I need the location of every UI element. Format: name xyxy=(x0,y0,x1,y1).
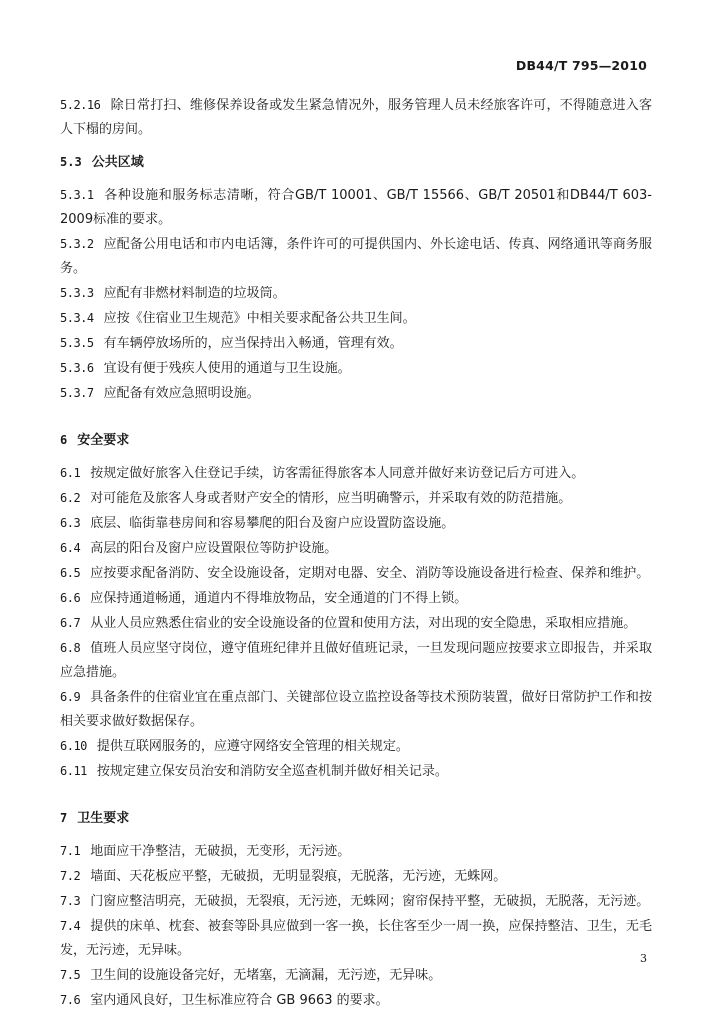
clause-number: 5.3.2 xyxy=(60,237,94,251)
clause-text: 门窗应整洁明亮，无破损，无裂痕，无污迹，无蛛网；窗帘保持平整，无破损，无脱落，无污迹。 xyxy=(90,894,650,909)
clause-item xyxy=(60,636,652,685)
clause-number: 7.4 xyxy=(60,919,81,933)
clause-number: 5.2.16 xyxy=(60,98,101,112)
section-number: 5.3 xyxy=(60,155,82,169)
clause-number: 6.10 xyxy=(60,739,87,753)
clause-text: 卫生间的设施设备完好，无堵塞，无滴漏，无污迹，无异味。 xyxy=(90,968,442,983)
clause-item xyxy=(60,281,652,306)
clause-item xyxy=(60,914,652,963)
clause-list-7 xyxy=(60,839,652,1013)
clause-text: 具备条件的住宿业宜在重点部门、关键部位设立监控设备等技术预防装置，做好日常防护工作和按相关要求做好数据保存。 xyxy=(60,690,652,729)
document-code: DB44/T 795—2010 xyxy=(515,58,647,73)
clause-text: 提供的床单、枕套、被套等卧具应做到一客一换，长住客至少一周一换，应保持整洁、卫生，无毛发，无污迹，无异味。 xyxy=(60,919,652,958)
clause-number: 6.7 xyxy=(60,616,81,630)
clause-item xyxy=(60,685,652,734)
clause-item xyxy=(60,561,652,586)
clause-item xyxy=(60,232,652,281)
clause-text: 宜设有便于残疾人使用的通道与卫生设施。 xyxy=(103,361,351,376)
clause-item xyxy=(60,381,652,406)
clause-text: 按规定做好旅客入住登记手续，访客需征得旅客本人同意并做好来访登记后方可进入。 xyxy=(90,466,585,481)
section-title: 卫生要求 xyxy=(77,811,130,826)
clause-number: 5.3.6 xyxy=(60,361,94,375)
clause-text: 各种设施和服务标志清晰，符合GB/T 10001、GB/T 15566、GB/T 20501和DB44/T 603-2009标准的要求。 xyxy=(60,188,652,227)
clause-text: 应按《住宿业卫生规范》中相关要求配备公共卫生间。 xyxy=(103,311,416,326)
clause-text: 对可能危及旅客人身或者财产安全的情形，应当明确警示，并采取有效的防范措施。 xyxy=(90,491,572,506)
clause-list-5-3 xyxy=(60,183,652,406)
clause-item xyxy=(60,864,652,889)
clause-text: 应保持通道畅通，通道内不得堆放物品，安全通道的门不得上锁。 xyxy=(90,591,468,606)
clause-item xyxy=(60,356,652,381)
clause-item xyxy=(60,331,652,356)
clause-item xyxy=(60,586,652,611)
clause-item xyxy=(60,486,652,511)
clause-number: 6.6 xyxy=(60,591,81,605)
clause-text: 应配备公用电话和市内电话簿，条件许可的可提供国内、外长途电话、传真、网络通讯等商务服务。 xyxy=(60,237,652,276)
clause-number: 7.3 xyxy=(60,894,81,908)
clause-number: 6.2 xyxy=(60,491,81,505)
clause-item xyxy=(60,839,652,864)
clause-item xyxy=(60,734,652,759)
clause-text: 应配有非燃材料制造的垃圾筒。 xyxy=(103,286,286,301)
clause-item xyxy=(60,889,652,914)
clause-number: 7.5 xyxy=(60,968,81,982)
clause-text: 应配备有效应急照明设施。 xyxy=(103,386,260,401)
clause-number: 5.3.3 xyxy=(60,286,94,300)
clause-number: 5.3.7 xyxy=(60,386,94,400)
clause-number: 6.3 xyxy=(60,516,81,530)
clause-number: 6.8 xyxy=(60,641,81,655)
clause-item xyxy=(60,759,652,784)
clause-text: 有车辆停放场所的，应当保持出入畅通，管理有效。 xyxy=(103,336,403,351)
clause-number: 6.9 xyxy=(60,690,81,704)
section-number: 6 xyxy=(60,433,68,447)
clause-list-6 xyxy=(60,461,652,784)
clause-text: 底层、临街靠巷房间和容易攀爬的阳台及窗户应设置防盗设施。 xyxy=(90,516,455,531)
clause-text: 按规定建立保安员治安和消防安全巡查机制并做好相关记录。 xyxy=(96,764,448,779)
document-body xyxy=(60,93,652,1013)
clause-item xyxy=(60,988,652,1013)
clause-number: 6.5 xyxy=(60,566,81,580)
clause-text: 提供互联网服务的，应遵守网络安全管理的相关规定。 xyxy=(96,739,409,754)
section-title: 公共区域 xyxy=(91,155,144,170)
section-heading-5-3 xyxy=(60,150,652,175)
clause-text: 地面应干净整洁，无破损，无变形，无污迹。 xyxy=(90,844,351,859)
clause-number: 7.6 xyxy=(60,993,81,1007)
clause-text: 墙面、天花板应平整，无破损，无明显裂痕，无脱落，无污迹，无蛛网。 xyxy=(90,869,507,884)
clause-5-2-16 xyxy=(60,93,652,142)
clause-text: 应按要求配备消防、安全设施设备，定期对电器、安全、消防等设施设备进行检查、保养和维护。 xyxy=(90,566,650,581)
clause-item xyxy=(60,611,652,636)
clause-text: 值班人员应坚守岗位，遵守值班纪律并且做好值班记录，一旦发现问题应按要求立即报告，并采取应急措施。 xyxy=(60,641,652,680)
section-title: 安全要求 xyxy=(77,433,130,448)
page-number: 3 xyxy=(640,952,647,965)
clause-item xyxy=(60,306,652,331)
clause-number: 6.4 xyxy=(60,541,81,555)
section-heading-7 xyxy=(60,806,652,831)
section-heading-6 xyxy=(60,428,652,453)
clause-number: 5.3.5 xyxy=(60,336,94,350)
clause-number: 7.2 xyxy=(60,869,81,883)
clause-item xyxy=(60,183,652,232)
clause-text: 室内通风良好，卫生标准应符合 GB 9663 的要求。 xyxy=(90,993,389,1008)
clause-number: 5.3.4 xyxy=(60,311,94,325)
clause-number: 5.3.1 xyxy=(60,188,94,202)
clause-number: 7.1 xyxy=(60,844,81,858)
clause-item xyxy=(60,461,652,486)
clause-number: 6.1 xyxy=(60,466,81,480)
clause-item xyxy=(60,963,652,988)
clause-item xyxy=(60,536,652,561)
clause-text: 高层的阳台及窗户应设置限位等防护设施。 xyxy=(90,541,338,556)
section-number: 7 xyxy=(60,811,68,825)
clause-item xyxy=(60,511,652,536)
clause-text: 除日常打扫、维修保养设备或发生紧急情况外，服务管理人员未经旅客许可，不得随意进入客人下榻的房间。 xyxy=(60,98,652,137)
clause-number: 6.11 xyxy=(60,764,87,778)
clause-text: 从业人员应熟悉住宿业的安全设施设备的位置和使用方法，对出现的安全隐患，采取相应措施。 xyxy=(90,616,637,631)
